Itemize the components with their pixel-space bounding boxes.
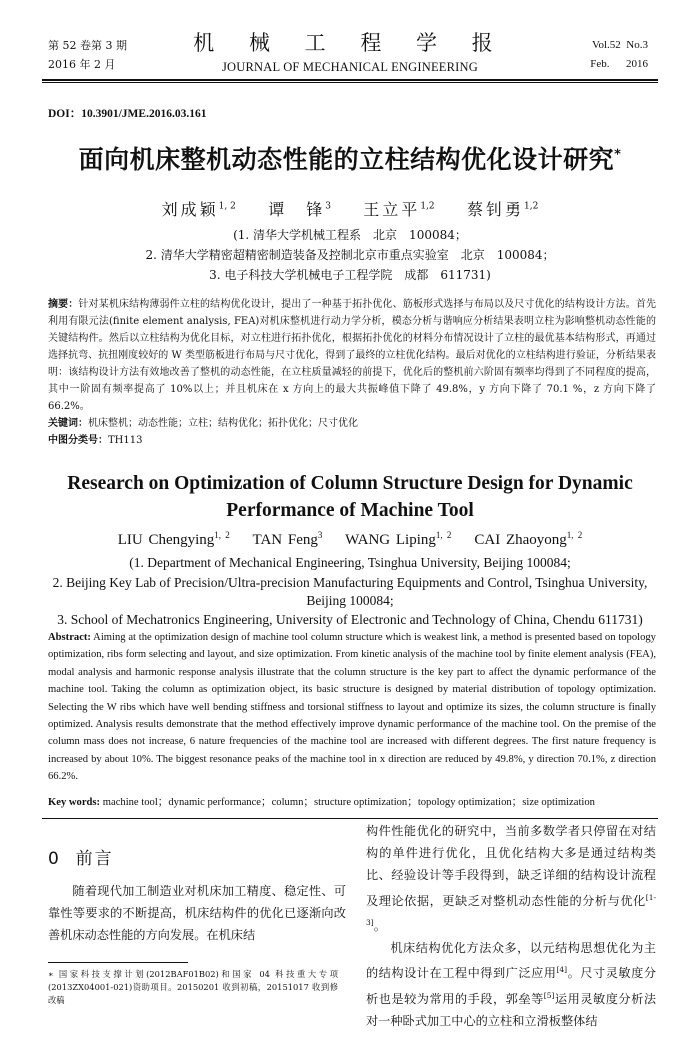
author-aff: 1, 2: [435, 530, 452, 540]
author-aff: 1, 2: [214, 530, 230, 540]
journal-name: [170, 30, 530, 75]
author-cn: 蔡钊勇: [466, 200, 524, 219]
body-text: 运用灵敏度分析法对一种卧式加工中心的立柱和立滑板整体结: [366, 991, 657, 1028]
issue-en: No.3: [626, 39, 648, 51]
author-aff: 3: [317, 530, 323, 540]
affiliation-cn: 2. 清华大学精密超精密制造装备及控制北京市重点实验室 北京 100084；: [145, 248, 555, 262]
citation: [1-3]: [366, 892, 656, 927]
author-aff: 3: [325, 201, 331, 212]
abstract-en-text: Aiming at the optimization design of machine tool column structure which is weakest link, a method is presented based on topology optimization, ribs form selecting and layout, and size optimization. From kinetic analysis of the machine tool by finite element analysis (FEA), modal analysis and harmonic response analysis illustrate that the column structure is the key part to affect the dynamic performance of the machine tool. Taking the column as optimization object, its basic structure is designed by material distribution of topology optimization. Selecting the W ribs which have well bending stiffness and torsional stiffness to layout and optimize its sizes, the column structure is finally optimized. Analysis results demonstrate that the method effectively improve dynamic performance of the machine tool. On the premise of the column mass does not increase, 6 nature frequencies of the machine tool are increased with different degrees. The first nature frequency is increased by about 10%. The biggest resonance peaks of the machine tool in x direction are reduced by 49.8%, y direction 70.1%, z direction 66.2%.: [48, 632, 656, 783]
citation: [4]: [556, 965, 568, 975]
header-volume-en: [590, 36, 648, 74]
title-en: [0, 470, 700, 524]
affiliation-en: (1. Department of Mechanical Engineering, Tsinghua University, Beijing 100084;: [129, 555, 571, 570]
author-en: LIU Chengying: [117, 532, 215, 548]
author-en: CAI Zhaoyong: [474, 532, 567, 548]
authors-cn: [0, 197, 700, 220]
journal-name-cn: 机 械 工 程 学 报: [193, 31, 507, 55]
title-footnote-mark: *: [614, 147, 622, 163]
title-en-line: Performance of Machine Tool: [226, 500, 474, 521]
abstract-en-label: Abstract:: [48, 632, 91, 643]
classification-label: 中图分类号：: [48, 435, 108, 446]
keywords-cn-label: 关键词：: [48, 418, 88, 429]
authors-en: [0, 530, 700, 549]
section-divider: [42, 818, 658, 819]
citation: [5]: [543, 990, 555, 1000]
abstract-cn-text: 针对某机床结构薄弱件立柱的结构优化设计，提出了一种基于拓扑优化、筋板形式选择与布局以及尺寸优化的结构设计方法。首先利用有限元法(finite element analysis, FEA)对机床整机进行动力学分析，模态分析与谐响应分析结果表明立柱为影响整机动态性能的关键结构件。然后以立柱结构为优化目标，对立柱进行拓扑优化，根据拓扑优化的材料分布情况设计了立柱的最优基本结构形式，再通过选择抗弯、抗扭刚度较好的 W 类型筋板进行布局与尺寸优化，得到了最终的立柱优化结构。最后对优化的立柱结构进行验证，分析结果表明：该结构设计方法有效地改善了整机的动态性能，在立柱质量减轻的前提下，优化后的整机前六阶固有频率均得到了不同程度的提高，其中一阶固有频率提高了 10%以上；并且机床在 x 方向上的最大共振峰值下降了 49.8%，y 方向下降了 70.1 %，z 方向下降了 66.2%。: [48, 299, 657, 412]
classification-cn: [48, 433, 656, 449]
affiliation-en: 3. School of Mechatronics Engineering, University of Electronic and Technology of China, Chendu 611731): [57, 612, 643, 627]
affiliation-en: Beijing 100084;: [306, 593, 394, 608]
author-cn: 谭 锋: [268, 200, 326, 219]
title-en-line: Research on Optimization of Column Structure Design for Dynamic: [67, 473, 633, 494]
author-en: WANG Liping: [345, 532, 436, 548]
body-left-column: [48, 880, 346, 946]
title-cn: [0, 140, 700, 176]
keywords-en: [48, 794, 656, 809]
author-aff: 1,2: [420, 201, 435, 212]
affiliation-cn: (1. 清华大学机械工程系 北京 100084；: [233, 228, 467, 242]
journal-name-en: JOURNAL OF MECHANICAL ENGINEERING: [221, 60, 478, 74]
keywords-en-label: Key words:: [48, 797, 101, 808]
body-paragraph: [366, 937, 656, 1032]
body-text: 构件性能优化的研究中，当前多数学者只停留在对结构的单件进行优化，且优化结构大多是通过结构类比、经验设计等手段得到，缺乏详细的结构设计流程及理论依据，更缺乏对整机动态性能的分析与优化: [366, 824, 656, 908]
author-aff: 1, 2: [566, 530, 583, 540]
header-rule-thin: [42, 82, 658, 83]
body-right-column: [366, 820, 656, 1032]
affiliation-en: 2. Beijing Key Lab of Precision/Ultra-precision Manufacturing Equipments and Control, Tsinghua University,: [52, 575, 648, 590]
section-number: 0: [48, 849, 61, 869]
header-rule: [42, 79, 658, 81]
month-en: Feb.: [590, 58, 610, 70]
author-cn: 王立平: [363, 200, 421, 219]
body-text: 。: [373, 918, 386, 933]
author-cn: 刘成颖: [161, 200, 219, 219]
title-cn-text: 面向机床整机动态性能的立柱结构优化设计研究: [78, 145, 615, 174]
abstract-en: [48, 629, 656, 786]
date-cn: 2016 年 2 月: [48, 58, 116, 71]
keywords-en-text: machine tool；dynamic performance；column；structure optimization；topology optimization；size optimization: [102, 797, 595, 808]
affiliation-cn: 3. 电子科技大学机械电子工程学院 成都 611731): [209, 268, 491, 282]
author-aff: 1,2: [524, 201, 539, 212]
abstract-cn-label: 摘要：: [48, 299, 79, 310]
section-heading: [48, 844, 114, 869]
volume-issue-cn: 第 52 卷第 3 期: [48, 39, 127, 52]
header-volume-cn: [48, 36, 127, 74]
volume-en: Vol.52: [591, 39, 621, 51]
author-en: TAN Feng: [252, 532, 318, 548]
body-text: 机床结构优化方法众多，以元结构思想优化为主的结构设计在工程中得到广泛应用: [366, 941, 656, 981]
year-en: 2016: [626, 58, 648, 70]
funding-footnote: ∗ 国家科技支撑计划(2012BAF01B02)和国家 04 科技重大专项(2013ZX04001-021)资助项目。20150201 收到初稿，20151017 收到修改稿: [48, 969, 338, 1005]
doi: DOI：10.3901/JME.2016.03.161: [48, 108, 207, 120]
author-aff: 1, 2: [218, 201, 236, 212]
body-paragraph: [366, 820, 656, 937]
footnote-rule: [48, 962, 188, 963]
body-paragraph: 随着现代加工制造业对机床加工精度、稳定性、可靠性等要求的不断提高，机床结构件的优化已逐渐向改善机床动态性能的方向发展。在机床结: [48, 884, 346, 942]
section-title: 前言: [75, 849, 114, 869]
keywords-cn: [48, 416, 656, 432]
classification-code: TH113: [108, 435, 143, 446]
body-text: 。尺寸灵敏度分析也是较为常用的手段，郭垒等: [366, 966, 657, 1006]
keywords-cn-text: 机床整机；动态性能；立柱；结构优化；拓扑优化；尺寸优化: [88, 418, 358, 429]
abstract-cn: [48, 296, 656, 415]
